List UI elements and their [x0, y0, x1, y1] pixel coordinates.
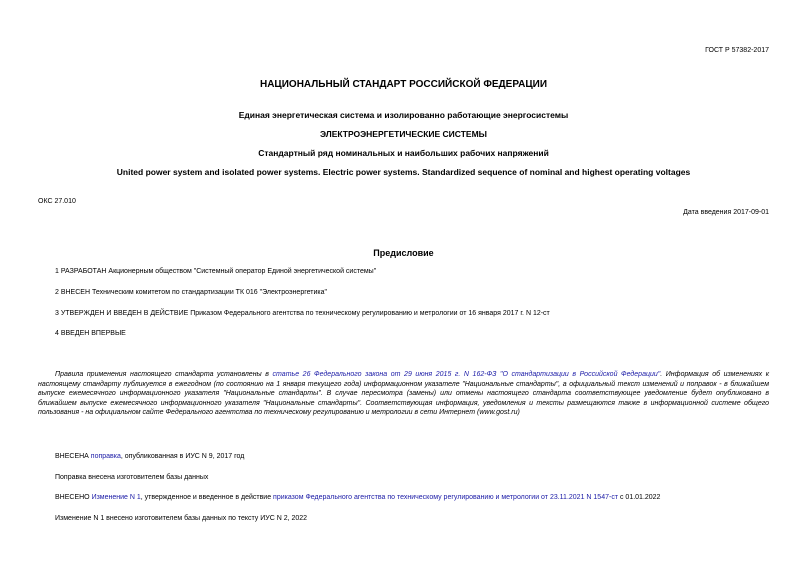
title-line-3: Стандартный ряд номинальных и наибольших рабочих напряжений	[258, 148, 549, 158]
title-line-1: Единая энергетическая система и изолированно работающие энергосистемы	[238, 110, 569, 120]
change-db-note: Изменение N 1 внесено изготовителем базы данных по тексту ИУС N 2, 2022	[55, 515, 308, 522]
change-note	[55, 494, 660, 501]
amendment-note	[55, 453, 244, 460]
preface-heading: Предисловие	[373, 248, 434, 258]
order-link[interactable]: приказом Федерального агентства по техническому регулированию и метрологии от 23.11.2021 N 1547-ст	[273, 494, 619, 501]
document-code: ГОСТ Р 57382-2017	[705, 47, 769, 54]
rules-lead: Правила применения настоящего стандарта установлены в	[55, 371, 273, 378]
change-note-suffix: с 01.01.2022	[618, 494, 661, 501]
rules-rest: . Информация об изменениях к настоящему стандарту публикуется в ежегодном (по состоянию на 1 января текущего года) информационном указателе "Национальные стандарты", а официальный текст изменений и поправок - в ближайшем выпуске ежемесячного информационного указателя "Национальные стандарты". В случае пересмотра (замены) или отмены настоящего стандарта соответствующее уведомление будет опубликовано в ближайшем выпуске ежемесячного информационного указателя "Национальные стандарты". Соответствующая информация, уведомления и тексты размещаются также в информационной системе общего пользования - на официальном сайте Федерального агентства по техническому регулированию и метрологии в сети Интернет (www.gost.ru)	[38, 371, 769, 417]
preface-item-4: 4 ВВЕДЕН ВПЕРВЫЕ	[55, 330, 126, 337]
federal-law-link[interactable]: статье 26 Федерального закона от 29 июня 2015 г. N 162-ФЗ "О стандартизации в Российской Федерации"	[272, 371, 661, 378]
oks-code: ОКС 27.010	[38, 198, 76, 205]
amendment-note-suffix: , опубликованная в ИУС N 9, 2017 год	[120, 453, 245, 460]
title-english: United power system and isolated power systems. Electric power systems. Standardized sequence of nominal and highest operating voltages	[116, 167, 691, 177]
amendment-note-prefix: ВНЕСЕНА	[55, 453, 91, 460]
preface-item-3: 3 УТВЕРЖДЕН И ВВЕДЕН В ДЕЙСТВИЕ Приказом Федерального агентства по техническому регулированию и метрологии от 16 января 2017 г. N 12-ст	[55, 310, 550, 317]
title-line-2: ЭЛЕКТРОЭНЕРГЕТИЧЕСКИЕ СИСТЕМЫ	[320, 129, 487, 139]
change-note-prefix: ВНЕСЕНО	[55, 494, 92, 501]
rules-paragraph	[38, 370, 769, 418]
amendment-db-note: Поправка внесена изготовителем базы данных	[55, 474, 209, 481]
change-note-middle: , утвержденное и введенное в действие	[140, 494, 274, 501]
preface-item-1: 1 РАЗРАБОТАН Акционерным обществом "Системный оператор Единой энергетической системы"	[55, 268, 377, 275]
preface-item-2: 2 ВНЕСЕН Техническим комитетом по стандартизации ТК 016 "Электроэнергетика"	[55, 289, 327, 296]
change-1-link[interactable]: Изменение N 1	[91, 494, 141, 501]
amendment-link[interactable]: поправка	[90, 453, 121, 460]
introduction-date: Дата введения 2017-09-01	[683, 209, 769, 216]
standard-header: НАЦИОНАЛЬНЫЙ СТАНДАРТ РОССИЙСКОЙ ФЕДЕРАЦИИ	[259, 79, 548, 90]
